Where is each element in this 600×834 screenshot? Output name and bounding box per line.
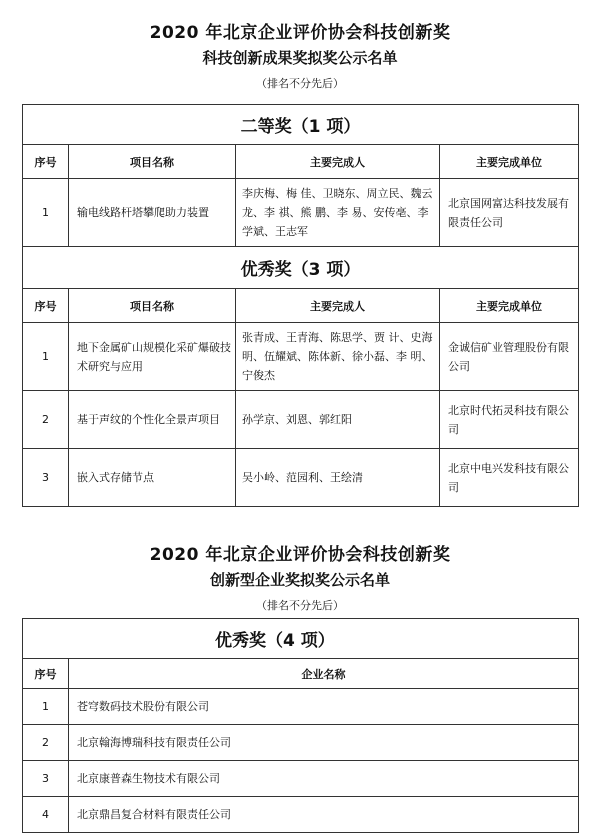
doc2-title: 2020 年北京企业评价协会科技创新奖 [149,545,451,565]
col-header-no: 序号 [23,289,69,323]
table-row [23,725,579,761]
col-header-no: 序号 [23,659,69,689]
doc1-subtitle: 科技创新成果奖拟奖公示名单 [202,49,398,67]
award-band-excellence-prize: 优秀奖（3 项） [23,247,579,289]
doc2-table [22,618,579,833]
row-people: 孙学京、刘恩、郭红阳 [236,391,440,449]
table-row [23,323,579,391]
table-row [23,689,579,725]
row-no: 3 [23,761,69,797]
col-header-project: 项目名称 [69,145,236,179]
row-no: 1 [23,323,69,391]
table-row [23,797,579,833]
col-header-unit: 主要完成单位 [440,145,579,179]
row-people: 吴小岭、范园利、王绘清 [236,449,440,507]
row-no: 2 [23,391,69,449]
table-header-row [23,145,579,179]
col-header-people: 主要完成人 [236,145,440,179]
table-row [23,761,579,797]
row-unit: 北京国网富达科技发展有限责任公司 [440,179,579,247]
row-company: 苍穹数码技术股份有限公司 [69,689,579,725]
doc2-subtitle: 创新型企业奖拟奖公示名单 [209,571,390,589]
doc1-note: （排名不分先后） [256,77,344,90]
row-no: 4 [23,797,69,833]
table-row [23,449,579,507]
row-unit: 北京中电兴发科技有限公司 [440,449,579,507]
row-no: 2 [23,725,69,761]
award-band-enterprise-excellence: 优秀奖（4 项） [23,619,579,659]
doc1-title: 2020 年北京企业评价协会科技创新奖 [149,23,451,43]
table-header-row [23,289,579,323]
col-header-no: 序号 [23,145,69,179]
col-header-project: 项目名称 [69,289,236,323]
row-company: 北京翰海博瑞科技有限责任公司 [69,725,579,761]
row-company: 北京鼎昌复合材料有限责任公司 [69,797,579,833]
row-people: 李庆梅、梅 佳、卫晓东、周立民、魏云龙、李 祺、熊 鹏、李 易、安传亳、李学斌、王志军 [236,179,440,247]
col-header-unit: 主要完成单位 [440,289,579,323]
col-header-people: 主要完成人 [236,289,440,323]
table-row [23,179,579,247]
table-row [23,391,579,449]
row-unit: 北京时代拓灵科技有限公司 [440,391,579,449]
row-people: 张青成、王青海、陈思学、贾 计、史海明、伍耀斌、陈体新、徐小磊、李 明、宁俊杰 [236,323,440,391]
row-unit: 金诚信矿业管理股份有限公司 [440,323,579,391]
row-project: 嵌入式存储节点 [69,449,236,507]
row-project: 地下金属矿山规模化采矿爆破技术研究与应用 [69,323,236,391]
doc1-table-wrapper [22,104,578,507]
doc1-table [22,104,579,507]
row-company: 北京康普森生物技术有限公司 [69,761,579,797]
row-no: 1 [23,179,69,247]
doc2-note: （排名不分先后） [256,599,344,612]
row-project: 基于声纹的个性化全景声项目 [69,391,236,449]
row-no: 3 [23,449,69,507]
table-header-row [23,659,579,689]
award-band-second-prize: 二等奖（1 项） [23,105,579,145]
doc2-table-wrapper [22,618,578,833]
row-no: 1 [23,689,69,725]
col-header-company: 企业名称 [69,659,579,689]
row-project: 输电线路杆塔攀爬助力装置 [69,179,236,247]
